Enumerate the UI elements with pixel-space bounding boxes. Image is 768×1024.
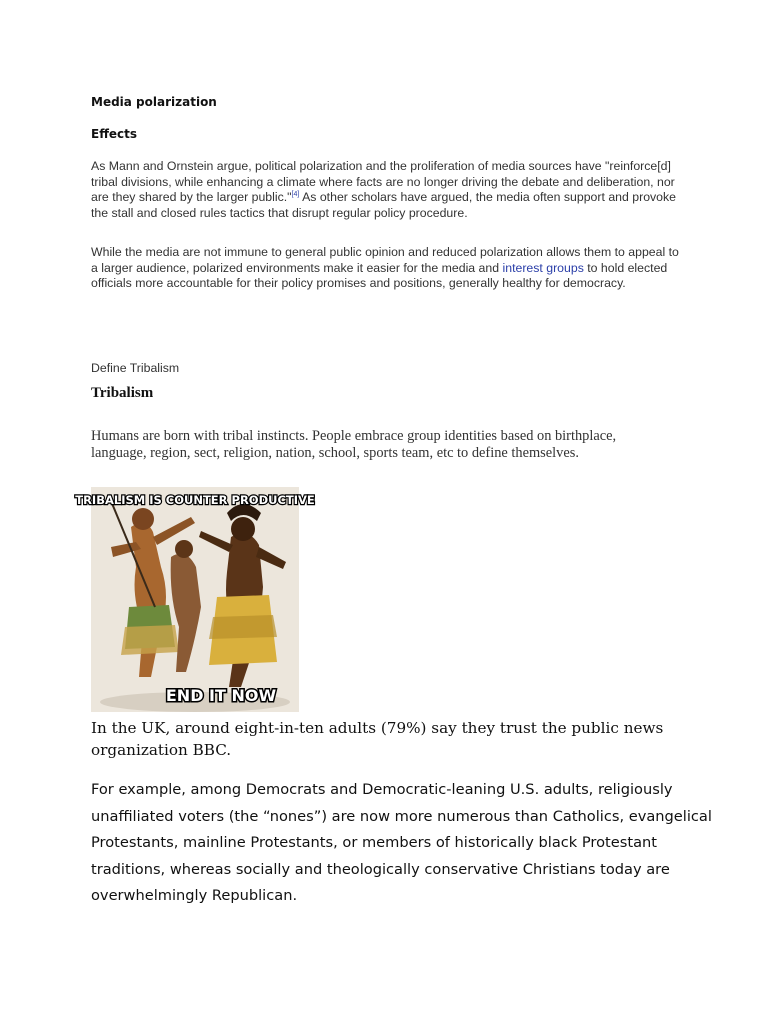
tribalism-paragraph: Humans are born with tribal instincts. People embrace group identities based on birthplace, language, region, sect, religion, nation, school, sports team, etc to define themselves. [91,428,617,461]
para1-text-b: As other scholars have argued, the media often support and provoke the stall and closed rules tactics that disrupt regular policy procedure. [91,190,677,220]
paragraph-mann-ornstein [91,159,681,221]
citation-ref-4[interactable]: [4] [291,191,300,199]
tribalism-heading: Tribalism [91,385,154,401]
para2-text-a: While the media are not immune to general public opinion and reduced polarization allows them to appeal to a larger audience, polarized environments make it easier for the media and [91,245,679,275]
define-tribalism-label: Define Tribalism [91,361,180,375]
paragraph-media-immune [91,245,681,292]
poster-top-text: TRIBALISM IS COUNTER PRODUCTIVE [75,493,315,507]
para1-text-a: As Mann and Ornstein argue, political polarization and the proliferation of media sources have "reinforce[d] tribal divisions, while enhancing a climate where facts are no longer driving the debate and deliberation, nor are they shared by the larger public." [91,159,675,205]
para2-text-b: to hold elected officials more accountable for their policy promises and positions, generally healthy for democracy. [91,260,668,291]
poster-illustration [75,487,315,712]
heading-media-polarization: Media polarization [91,95,217,109]
democrats-paragraph: For example, among Democrats and Democratic-leaning U.S. adults, religiously unaffiliated voters (the “nones”) are now more numerous than Catholics, evangelical Protestants, mainline Protestants, or members of historically black Protestant traditions, whereas socially and theologically conservative Christians today are overwhelmingly Republican. [91,781,712,905]
tribalism-poster-image [75,487,315,712]
heading-effects: Effects [91,127,138,141]
interest-groups-link[interactable]: interest groups [502,260,584,275]
uk-bbc-paragraph: In the UK, around eight-in-ten adults (79%) say they trust the public news organization BBC. [91,719,664,759]
poster-bottom-text: END IT NOW [165,686,277,705]
